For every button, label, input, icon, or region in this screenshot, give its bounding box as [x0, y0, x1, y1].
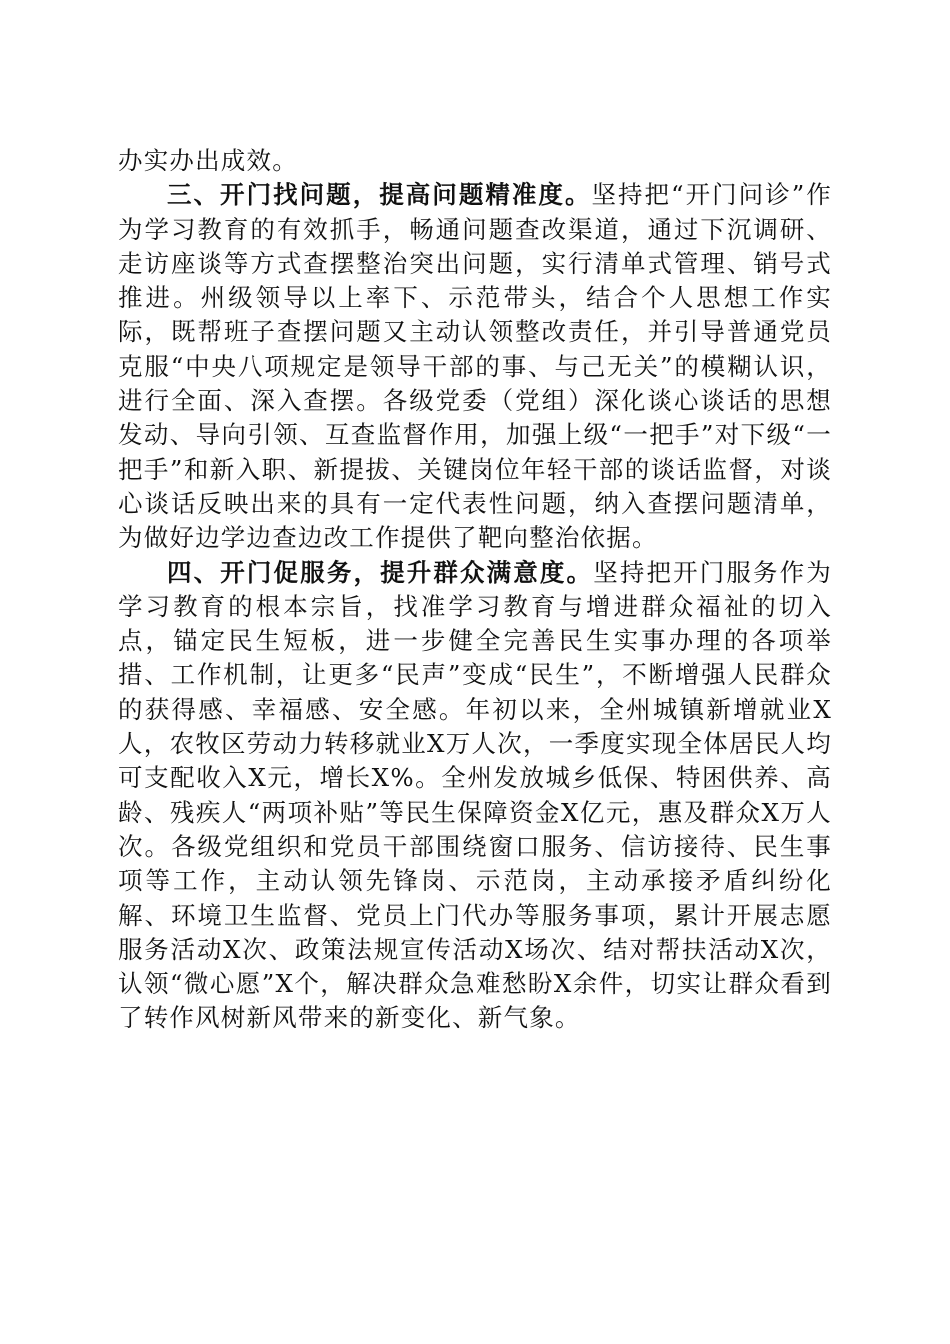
paragraph-section-three [118, 178, 832, 555]
section-three-heading: 三、开门找问题，提高问题精准度。 [167, 180, 592, 210]
section-four-body: 坚持把开门服务作为学习教育的根本宗旨，找准学习教育与增进群众福祉的切入点，锚定民生短板，进一步健全完善民生实事办理的各项举措、工作机制，让更多“民声”变成“民生”，不断增强人民群众的获得感、幸福感、安全感。年初以来，全州城镇新增就业X人，农牧区劳动力转移就业X万人次，一季度实现全体居民人均可支配收入X元，增长X%。全州发放城乡低保、特困供养、高龄、残疾人“两项补贴”等民生保障资金X亿元，惠及群众X万人次。各级党组织和党员干部围绕窗口服务、信访接待、民生事项等工作，主动认领先锋岗、示范岗，主动承接矛盾纠纷化解、环境卫生监督、党员上门代办等服务事项，累计开展志愿服务活动X次、政策法规宣传活动X场次、结对帮扶活动X次，认领“微心愿”X个，解决群众急难愁盼X余件，切实让群众看到了转作风树新风带来的新变化、新气象。 [118, 557, 832, 1033]
paragraph-section-four [118, 556, 832, 1036]
paragraph-continuation-text: 办实办出成效。 [118, 146, 298, 175]
section-four-heading: 四、开门促服务，提升群众满意度。 [167, 557, 594, 587]
document-page [118, 144, 832, 1036]
section-three-body: 坚持把“开门问诊”作为学习教育的有效抓手，畅通问题查改渠道，通过下沉调研、走访座谈等方式查摆整治突出问题，实行清单式管理、销号式推进。州级领导以上率下、示范带头，结合个人思想工作实际，既帮班子查摆问题又主动认领整改责任，并引导普通党员克服“中央八项规定是领导干部的事、与己无关”的模糊认识，进行全面、深入查摆。各级党委（党组）深化谈心谈话的思想发动、导向引领、互查监督作用，加强上级“一把手”对下级“一把手”和新入职、新提拔、关键岗位年轻干部的谈话监督，对谈心谈话反映出来的具有一定代表性问题，纳入查摆问题清单，为做好边学边查边改工作提供了靶向整治依据。 [118, 180, 832, 553]
paragraph-continuation [118, 144, 832, 178]
